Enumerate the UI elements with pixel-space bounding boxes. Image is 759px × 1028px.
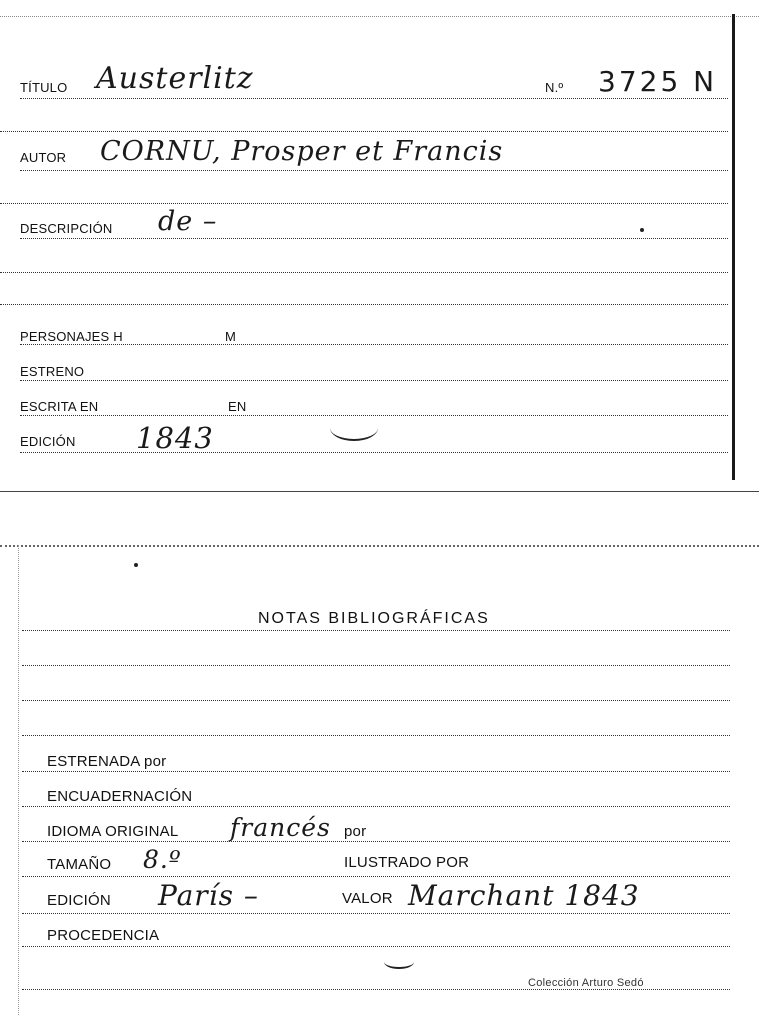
heading-rule xyxy=(22,630,730,631)
escrita-en-label: EN xyxy=(228,399,247,414)
ink-dot xyxy=(640,228,644,232)
card-edge-bottom xyxy=(0,491,759,492)
notas-heading: NOTAS BIBLIOGRÁFICAS xyxy=(258,610,490,627)
estrenada-rule xyxy=(22,771,730,772)
autor-value: CORNU, Prosper et Francis xyxy=(100,136,504,167)
estreno-label: ESTRENO xyxy=(20,364,85,379)
collection-footer: Colección Arturo Sedó xyxy=(528,977,644,989)
personajes-m-label: M xyxy=(225,329,237,344)
idioma-rule xyxy=(22,841,730,842)
card-edge-left xyxy=(18,545,19,1015)
personajes-label: PERSONAJES H xyxy=(20,329,123,344)
encuadernacion-label: ENCUADERNACIÓN xyxy=(47,788,193,805)
blank-rule-1 xyxy=(0,131,728,132)
personajes-rule xyxy=(20,344,728,345)
autor-label: AUTOR xyxy=(20,150,67,165)
ilustrado-label: ILUSTRADO POR xyxy=(344,854,470,871)
edicion-value: París – xyxy=(158,879,259,912)
edicion-rule xyxy=(22,913,730,914)
encuadernacion-rule xyxy=(22,806,730,807)
tamano-rule xyxy=(22,876,730,877)
estreno-rule xyxy=(20,380,728,381)
blank-rule-3 xyxy=(22,735,730,736)
titulo-value: Austerlitz xyxy=(96,61,254,96)
tamano-label: TAMAÑO xyxy=(47,856,112,873)
autor-rule xyxy=(20,170,728,171)
blank-rule-2 xyxy=(22,700,730,701)
footer-rule xyxy=(22,989,730,990)
procedencia-rule xyxy=(22,946,730,947)
idioma-label: IDIOMA ORIGINAL xyxy=(47,823,179,840)
edicion-label: EDICIÓN xyxy=(20,434,76,449)
blank-rule-3 xyxy=(0,272,728,273)
catalog-card-bottom xyxy=(0,535,759,1028)
descripcion-value: de – xyxy=(158,206,218,237)
blank-rule-4 xyxy=(0,304,728,305)
descripcion-rule xyxy=(20,238,728,239)
titulo-rule xyxy=(20,98,728,99)
edicion-label: EDICIÓN xyxy=(47,892,111,909)
valor-label: VALOR xyxy=(342,890,393,907)
card-edge-top xyxy=(0,16,759,17)
escrita-label: ESCRITA EN xyxy=(20,399,99,414)
estrenada-label: ESTRENADA por xyxy=(47,753,167,770)
catalog-card-top xyxy=(0,0,759,495)
ink-smudge xyxy=(330,415,378,441)
tamano-value: 8.º xyxy=(143,845,182,874)
titulo-label: TÍTULO xyxy=(20,80,68,95)
idioma-por-label: por xyxy=(344,823,367,840)
numero-label: N.º xyxy=(545,80,564,95)
blank-rule-1 xyxy=(22,665,730,666)
card-edge-top xyxy=(0,545,759,547)
edicion-rule xyxy=(20,452,728,453)
ink-smudge xyxy=(384,955,414,969)
valor-value: Marchant 1843 xyxy=(408,879,640,912)
ink-dot xyxy=(134,563,138,567)
idioma-value: francés xyxy=(230,813,331,842)
numero-value: 3725 N xyxy=(598,65,718,98)
edicion-value: 1843 xyxy=(136,421,214,455)
blank-rule-2 xyxy=(0,203,728,204)
card-edge-right xyxy=(732,14,735,480)
descripcion-label: DESCRIPCIÓN xyxy=(20,221,113,236)
procedencia-label: PROCEDENCIA xyxy=(47,927,160,944)
